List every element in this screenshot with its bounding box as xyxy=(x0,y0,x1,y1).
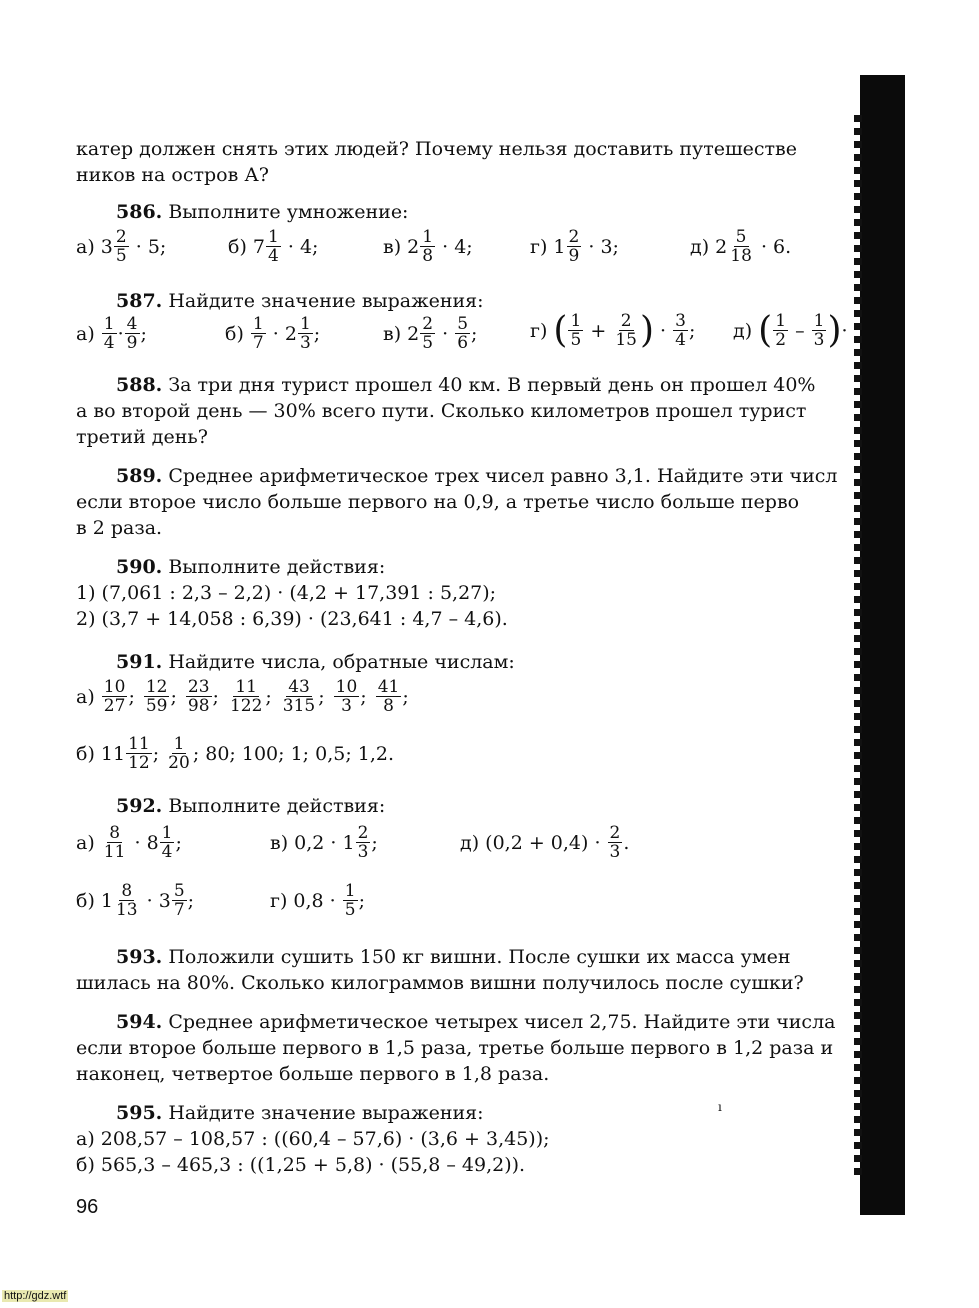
item-label: б) xyxy=(228,235,247,258)
operator: · 3 xyxy=(146,889,171,912)
item-rest: · 6. xyxy=(760,235,792,258)
fraction: $\frac{2}{3}$ xyxy=(357,823,369,862)
item-label: а) xyxy=(76,235,95,258)
punct: . xyxy=(623,831,630,854)
punct: ; xyxy=(175,831,182,854)
problem-title: Найдите числа, обратные числам: xyxy=(168,651,515,673)
p592-b xyxy=(76,882,194,919)
punct: ; xyxy=(212,685,219,708)
punct: ; xyxy=(152,742,160,765)
fraction: $\frac{10}{27}$ xyxy=(103,677,126,716)
problem-title: Выполните действия: xyxy=(168,556,386,578)
page-number: 96 xyxy=(76,1196,99,1218)
fraction: $\frac{2}{15}$ xyxy=(615,311,637,350)
operator: + xyxy=(590,319,607,342)
fraction: $\frac{1}{7}$ xyxy=(252,314,264,353)
item-label: б) 1 xyxy=(76,889,113,912)
item-label: а) xyxy=(76,685,95,708)
item-label: в) 0,2 · 1 xyxy=(270,831,355,854)
problem-title: Найдите значение выражения: xyxy=(168,290,484,312)
punct: ; xyxy=(187,889,195,912)
intro-line-2: ников на остров А? xyxy=(76,164,269,186)
problem-589-line-2: если второе число больше первого на 0,9, а третье число больше перво xyxy=(76,491,800,513)
problem-text: Положили сушить 150 кг вишни. После сушки их масса умен xyxy=(168,946,791,968)
problem-594-line-2: если второе больше первого в 1,5 раза, третье больше первого в 1,2 раза и xyxy=(76,1037,834,1059)
fraction: $\frac{3}{4}$ xyxy=(675,311,686,350)
punct: ; xyxy=(318,685,325,708)
item-label: а) xyxy=(76,322,95,345)
problem-595-line-1: а) 208,57 – 108,57 : ((60,4 – 57,6) · (3,6 + 3,45)); xyxy=(76,1128,550,1150)
paren: ( xyxy=(758,309,773,351)
fraction: $\frac{1}{3}$ xyxy=(299,314,311,353)
problem-text: Среднее арифметическое четырех чисел 2,75. Найдите эти числа xyxy=(168,1011,836,1033)
punct: ; xyxy=(688,319,696,342)
fraction: $\frac{11}{12}$ xyxy=(128,734,150,773)
problem-title: Выполните умножение: xyxy=(168,201,409,223)
fraction: $\frac{1}{5}$ xyxy=(344,881,356,920)
fraction: $\frac{1}{4}$ xyxy=(161,823,173,862)
paren: ) xyxy=(639,309,654,351)
fraction: $\frac{8}{11}$ xyxy=(103,823,126,862)
p586-d xyxy=(690,228,791,265)
problem-number: 591. xyxy=(116,651,163,673)
whole: 1 xyxy=(553,235,566,258)
item-label: г) xyxy=(530,319,548,342)
problem-number: 592. xyxy=(116,795,163,817)
p586-g xyxy=(530,228,619,265)
p592-a xyxy=(76,824,182,861)
item-label: в) xyxy=(383,235,402,258)
item-label: г) xyxy=(530,235,548,258)
item-label: г) 0,8 · xyxy=(270,889,336,912)
problem-590-line-1: 1) (7,061 : 2,3 – 2,2) · (4,2 + 17,391 : 5,27); xyxy=(76,582,497,604)
punct: ; xyxy=(170,685,177,708)
problem-text: Среднее арифметическое трех чисел равно 3,1. Найдите эти числ xyxy=(168,465,838,487)
item-rest: · 3; xyxy=(588,235,619,258)
punct: ; xyxy=(402,685,409,708)
problem-594-line-3: наконец, четвертое больше первого в 1,8 раза. xyxy=(76,1063,550,1085)
problem-number: 590. xyxy=(116,556,163,578)
problem-592-header xyxy=(76,793,866,819)
p592-d xyxy=(460,824,629,861)
problem-589-line-1 xyxy=(76,463,866,489)
operator: · xyxy=(660,319,667,342)
p587-b xyxy=(225,315,320,352)
paren: ) xyxy=(827,309,842,351)
punct: ; xyxy=(128,685,135,708)
problem-589-line-3: в 2 раза. xyxy=(76,517,163,539)
problem-586-header xyxy=(116,201,408,223)
fraction: $\frac{8}{13}$ xyxy=(115,881,138,920)
p587-a xyxy=(76,315,147,352)
problem-text: За три дня турист прошел 40 км. В первый день он прошел 40% xyxy=(168,374,816,396)
problem-595-line-2: б) 565,3 – 465,3 : ((1,25 + 5,8) · (55,8 – 49,2)). xyxy=(76,1154,526,1176)
problem-593-line-1 xyxy=(76,944,866,970)
operator: · 2 xyxy=(272,322,297,345)
problem-591-header xyxy=(76,649,866,675)
scan-speck: ı xyxy=(718,1100,722,1114)
problem-587-header xyxy=(116,290,484,312)
fraction: $\frac{1}{3}$ xyxy=(813,311,825,350)
problem-590-line-2: 2) (3,7 + 14,058 : 6,39) · (23,641 : 4,7 – 4,6). xyxy=(76,608,508,630)
item-label: д) xyxy=(733,319,753,342)
punct: ; xyxy=(313,322,321,345)
fraction: $\frac{2}{5}$ xyxy=(422,314,434,353)
punct: ; xyxy=(371,831,378,854)
whole: 3 xyxy=(100,235,113,258)
fraction: $\frac{1}{2}$ xyxy=(775,311,787,350)
whole: 7 xyxy=(252,235,265,258)
operator: · xyxy=(442,322,449,345)
item-rest: · 4; xyxy=(442,235,473,258)
paren: ( xyxy=(553,309,568,351)
p591-b xyxy=(76,735,394,772)
fraction: $\frac{2}{3}$ xyxy=(609,823,621,862)
fraction: $\frac{43}{315}$ xyxy=(282,677,316,716)
problem-595-header xyxy=(76,1100,866,1126)
fraction: $\frac{5}{7}$ xyxy=(173,881,185,920)
fraction: $\frac{1}{4}$ xyxy=(103,314,115,353)
problem-number: 589. xyxy=(116,465,163,487)
problem-number: 593. xyxy=(116,946,163,968)
item-label: д) xyxy=(690,235,710,258)
problem-title: Выполните действия: xyxy=(168,795,386,817)
problem-590-header xyxy=(76,554,866,580)
p592-g xyxy=(270,882,365,919)
p587-c xyxy=(383,315,477,352)
whole: 2 xyxy=(715,235,728,258)
intro-line-1: катер должен снять этих людей? Почему нельзя доставить путешестве xyxy=(76,138,797,160)
fraction: $\frac{2}{5}$ xyxy=(115,227,127,266)
punct: ; xyxy=(358,889,365,912)
fraction: $\frac{10}{3}$ xyxy=(335,677,358,716)
item-label: д) (0,2 + 0,4) · xyxy=(460,831,601,854)
item-rest: · 5; xyxy=(135,235,167,258)
problem-593-line-2: шилась на 80%. Сколько килограммов вишни получилось после сушки? xyxy=(76,972,804,994)
fraction: $\frac{5}{18}$ xyxy=(730,227,752,266)
fraction: $\frac{1}{4}$ xyxy=(268,227,279,266)
item-label: б) 11 xyxy=(76,742,126,765)
p586-c xyxy=(383,228,473,265)
punct: ; xyxy=(471,322,478,345)
problem-number: 594. xyxy=(116,1011,163,1033)
punct: ; xyxy=(265,685,272,708)
fraction: $\frac{23}{98}$ xyxy=(187,677,210,716)
problem-588-line-2: а во второй день — 30% всего пути. Сколько километров прошел турист xyxy=(76,400,807,422)
operator: – xyxy=(795,319,805,342)
watermark: http://gdz.wtf xyxy=(4,1290,67,1302)
item-label: б) xyxy=(225,322,244,345)
p591-a xyxy=(76,678,417,715)
item-rest: ; 80; 100; 1; 0,5; 1,2. xyxy=(192,742,395,765)
fraction: $\frac{5}{6}$ xyxy=(457,314,469,353)
problem-594-line-1 xyxy=(76,1009,866,1035)
problem-number: 588. xyxy=(116,374,163,396)
p592-c xyxy=(270,824,378,861)
p587-d xyxy=(733,309,848,351)
problem-number: 595. xyxy=(116,1102,163,1124)
problem-588-line-1 xyxy=(76,372,866,398)
problem-number: 587. xyxy=(116,290,163,312)
item-label: а) xyxy=(76,831,95,854)
whole: 2 xyxy=(407,235,420,258)
fraction: $\frac{11}{122}$ xyxy=(229,677,263,716)
item-rest: · 4; xyxy=(287,235,319,258)
fraction: $\frac{1}{8}$ xyxy=(422,227,434,266)
scan-dark-edge xyxy=(860,75,905,1215)
operator: · 8 xyxy=(134,831,159,854)
fraction: $\frac{1}{20}$ xyxy=(168,734,190,773)
problem-number: 586. xyxy=(116,201,163,223)
item-label: в) 2 xyxy=(383,322,420,345)
problem-588-line-3: третий день? xyxy=(76,426,208,448)
punct: ; xyxy=(360,685,367,708)
fraction: $\frac{1}{5}$ xyxy=(570,311,582,350)
fraction: $\frac{12}{59}$ xyxy=(145,677,168,716)
fraction: $\frac{4}{9}$ xyxy=(126,314,138,353)
operator: · xyxy=(117,322,124,345)
punct: ; xyxy=(140,322,147,345)
p586-b xyxy=(228,228,318,265)
fraction: $\frac{2}{9}$ xyxy=(568,227,580,266)
p587-g xyxy=(530,309,696,351)
problem-title: Найдите значение выражения: xyxy=(168,1102,484,1124)
operator: · xyxy=(841,319,848,342)
fraction: $\frac{41}{8}$ xyxy=(377,677,400,716)
p586-a xyxy=(76,228,166,265)
